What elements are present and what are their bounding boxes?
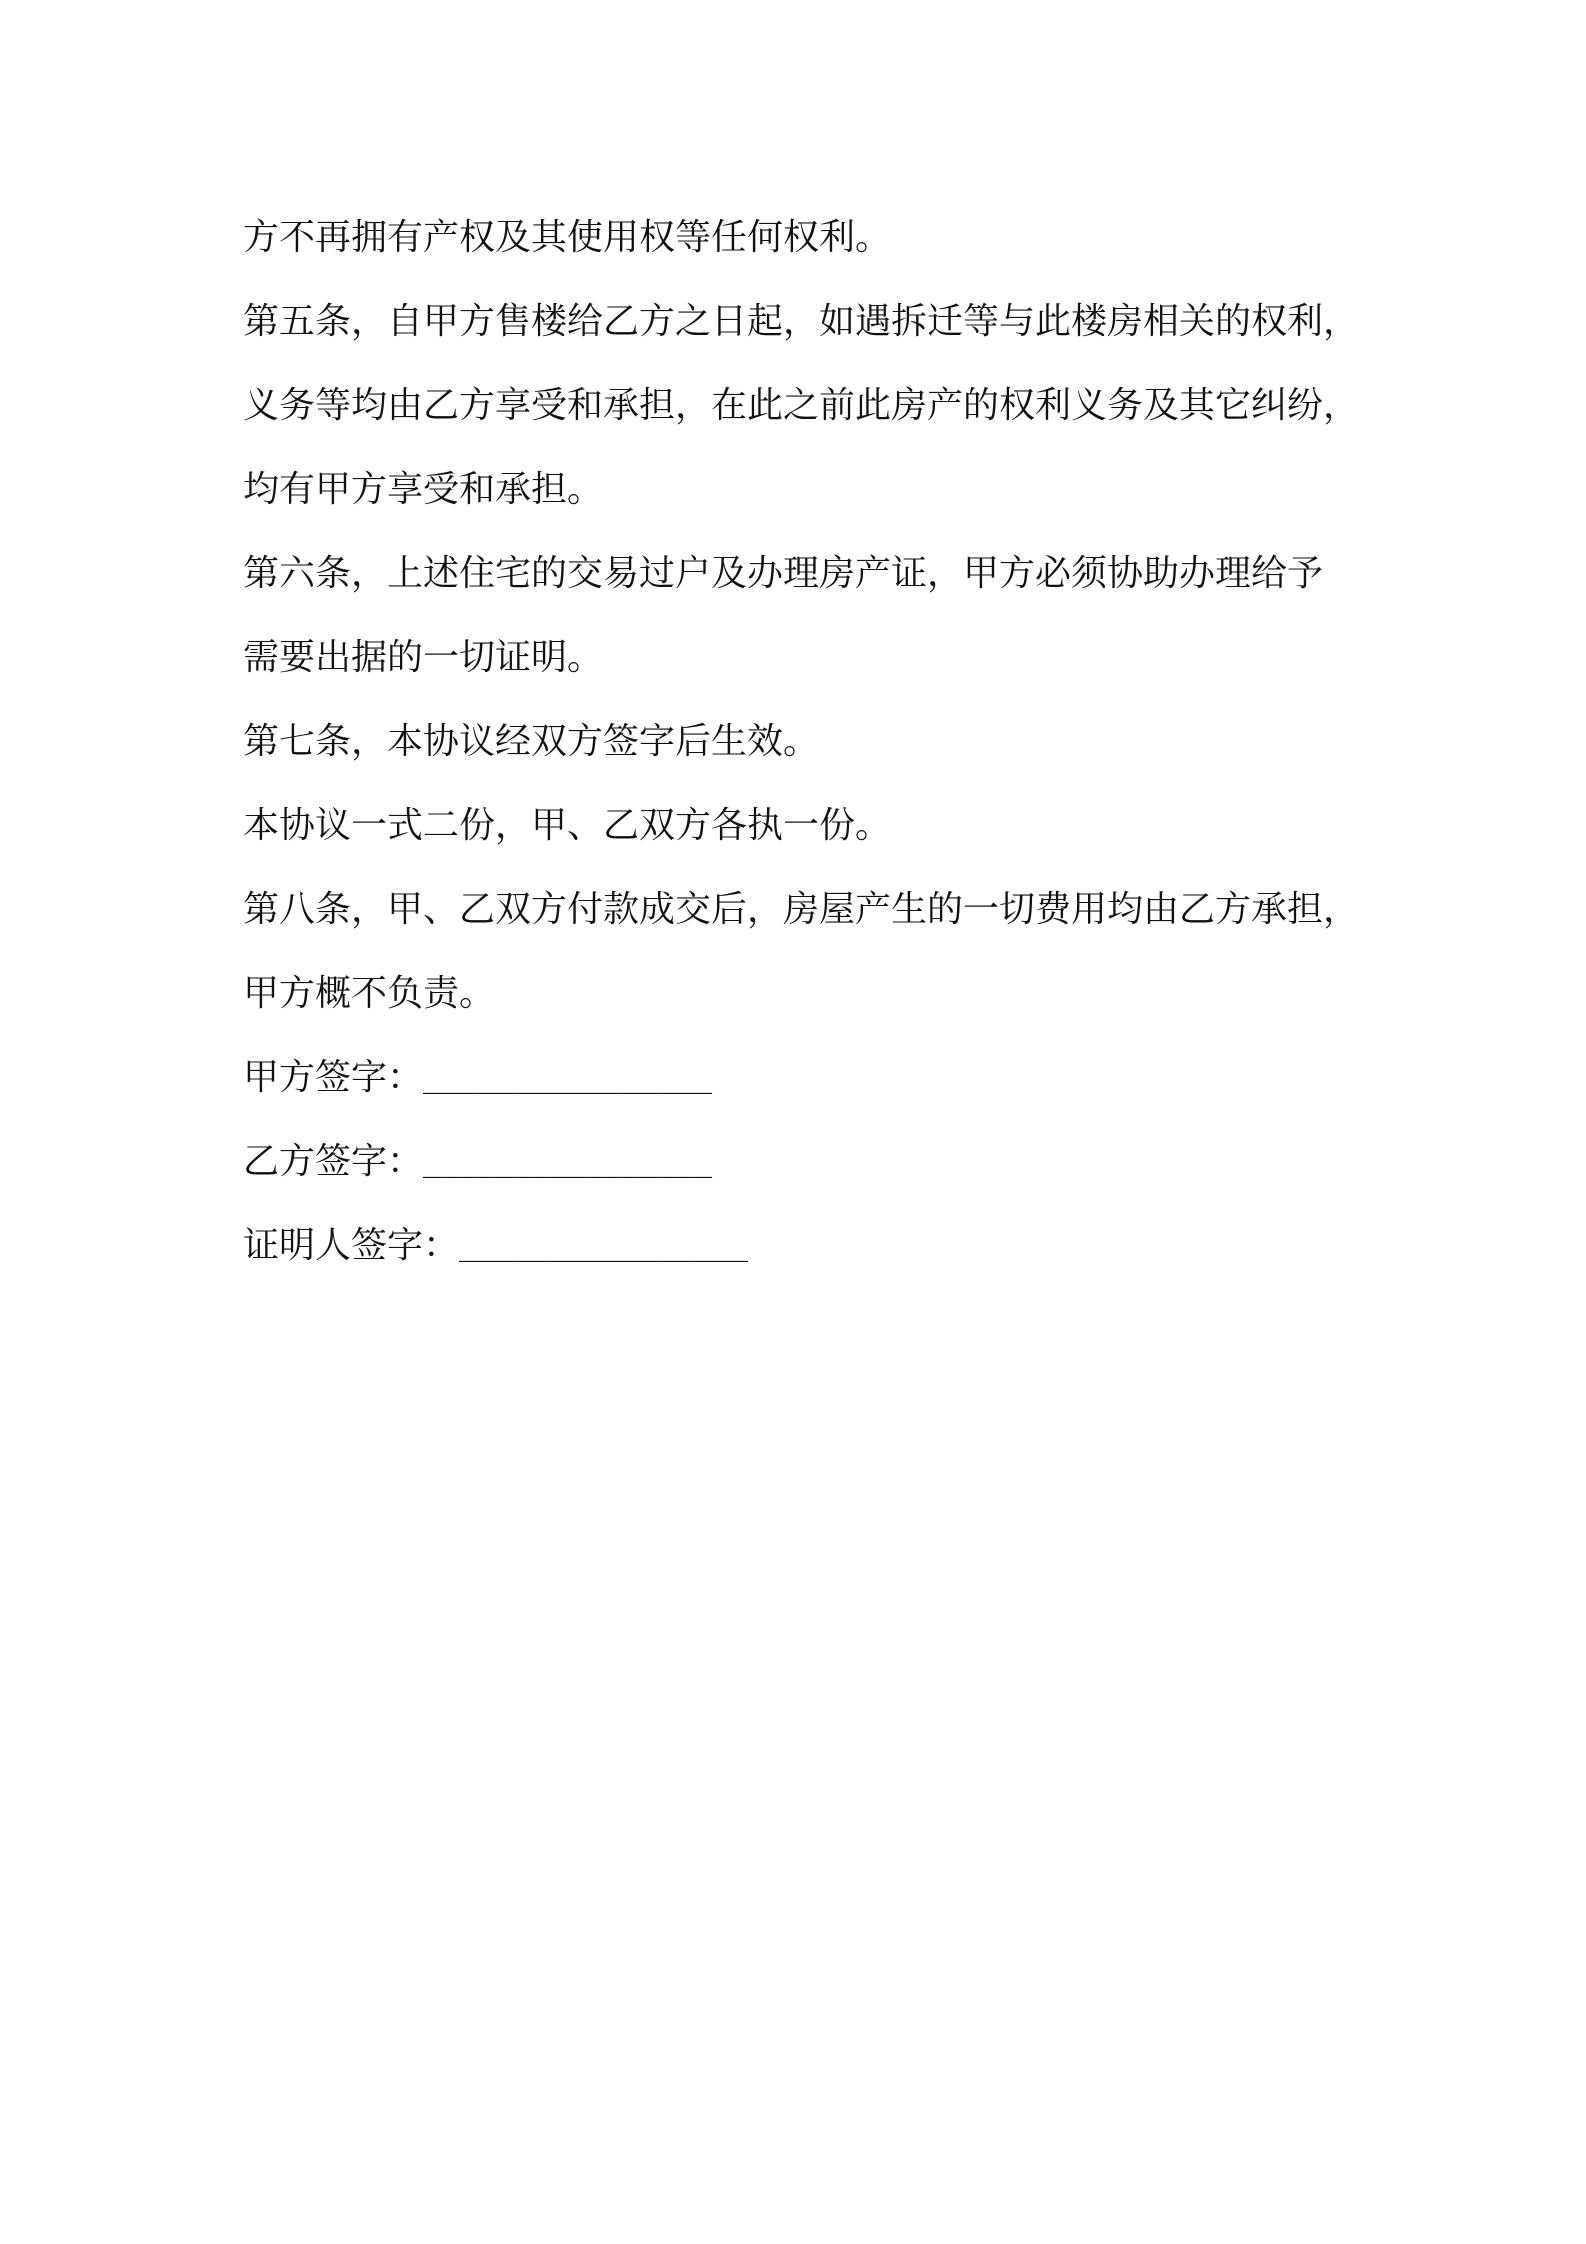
document-body xyxy=(243,196,1383,1288)
witness-signature-line xyxy=(243,1204,1383,1288)
article-8-line-1: 第八条，甲、乙双方付款成交后，房屋产生的一切费用均由乙方承担， xyxy=(243,889,1360,930)
witness-signature-label: 证明人签字： xyxy=(243,1225,460,1266)
party-b-signature-label: 乙方签字： xyxy=(243,1141,424,1182)
article-5-line-1: 第五条，自甲方售楼给乙方之日起，如遇拆迁等与此楼房相关的权利， xyxy=(243,301,1360,342)
article-6-line-1: 第六条，上述住宅的交易过户及办理房产证，甲方必须协助办理给予 xyxy=(243,553,1324,594)
article-5-line-3: 均有甲方享受和承担。 xyxy=(243,469,604,510)
witness-signature-blank: ________________ xyxy=(459,1228,748,1263)
party-b-signature-blank: ________________ xyxy=(423,1144,712,1179)
article-7-line: 第七条，本协议经双方签字后生效。 xyxy=(243,721,820,762)
party-a-signature-blank: ________________ xyxy=(423,1060,712,1095)
article-8-line-2: 甲方概不负责。 xyxy=(243,973,496,1014)
party-a-signature-line xyxy=(243,1036,1383,1120)
copies-line: 本协议一式二份，甲、乙双方各执一份。 xyxy=(243,805,892,846)
article-5-line-2: 义务等均由乙方享受和承担，在此之前此房产的权利义务及其它纠纷， xyxy=(243,385,1360,426)
party-a-signature-label: 甲方签字： xyxy=(243,1057,424,1098)
article-6-line-2: 需要出据的一切证明。 xyxy=(243,637,604,678)
paragraph-line: 方不再拥有产权及其使用权等任何权利。 xyxy=(243,217,892,258)
party-b-signature-line xyxy=(243,1120,1383,1204)
